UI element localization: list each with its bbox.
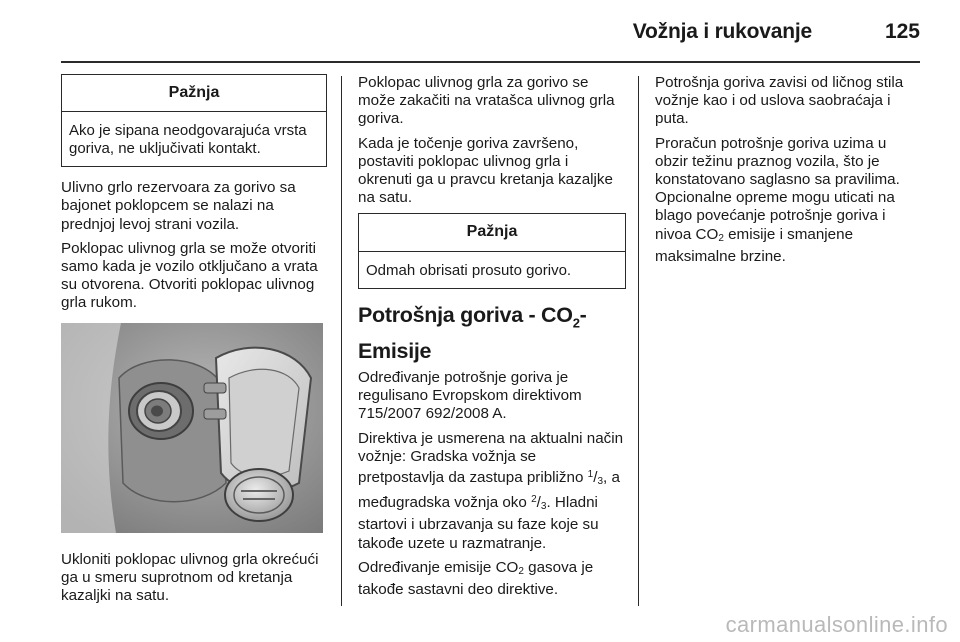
fraction-denominator: 3 (540, 501, 547, 513)
warning-box (358, 213, 626, 288)
text-run: Proračun potrošnje goriva uzima u obzir težinu praznog vozila, što je konstatovano saglasno sa pravilima. Opcionalne opreme mogu uticati na blago povećanje potrošnje goriva i nivoa CO (655, 134, 900, 243)
page-number: 125 (884, 20, 920, 43)
text-run: . Hladni startovi i ubrzavanja su faze koje su takođe uzete u razmatranje. (358, 494, 599, 552)
fraction-denominator: 3 (597, 475, 603, 487)
subscript: 2 (718, 232, 724, 244)
fraction-numerator: 2 (531, 494, 537, 506)
fuel-filler-cap-illustration (61, 323, 323, 533)
fraction-numerator: 1 (587, 468, 594, 480)
text-run: Određivanje emisije CO (358, 558, 519, 576)
watermark: carmanualsonline.info (725, 612, 948, 637)
paragraph: Kada je točenje goriva završeno, postaviti poklopac ulivnog grla i okrenuti ga u pravcu kretanja kazaljke na satu. (358, 134, 613, 207)
column-2 (358, 74, 626, 605)
heading-subscript: 2 (572, 314, 580, 330)
paragraph (358, 559, 626, 599)
paragraph (358, 430, 626, 553)
column-divider-2 (638, 76, 639, 606)
paragraph (655, 135, 923, 266)
paragraph: Poklopac ulivnog grla za gorivo se može zakačiti na vratašca ulivnog grla goriva. (358, 74, 615, 128)
fraction-slash: / (593, 468, 598, 486)
warning-text: Ako je sipana neodgovarajuća vrsta goriva, ne uključivati kontakt. (69, 122, 307, 158)
text-run: , a međugradska vožnja oko (358, 468, 620, 512)
paragraph: Potrošnja goriva zavisi od ličnog stila vožnje kao i od uslova saobraćaja i puta. (655, 74, 904, 128)
subscript: 2 (518, 565, 524, 577)
text-run: Direktiva je usmerena na aktualni način vožnje: Gradska vožnja se pretpostavlja da zastupa približno (358, 429, 624, 486)
warning-title: Pažnja (359, 214, 625, 251)
heading-text: Potrošnja goriva - CO (358, 302, 573, 327)
fraction-slash: / (536, 494, 541, 512)
text-run: gasova je takođe sastavni deo direktive. (358, 558, 594, 598)
paragraph: Poklopac ulivnog grla se može otvoriti samo kada je vozilo otključano a vrata su otvorena. Otvoriti poklopac ulivnog grla rukom. (61, 239, 318, 312)
column-3 (655, 74, 923, 272)
paragraph: Određivanje potrošnje goriva je regulisano Evropskom direktivom 715/2007 692/2008 A. (358, 368, 582, 423)
warning-box (61, 74, 327, 167)
column-divider-1 (341, 76, 342, 606)
text-run: emisije i smanjene maksimalne brzine. (655, 225, 854, 265)
heading-text: -Emisije (358, 302, 587, 363)
running-header-title: Vožnja i rukovanje (632, 20, 812, 43)
column-1 (61, 74, 327, 611)
header-divider (61, 61, 920, 63)
section-heading (358, 301, 626, 365)
paragraph: Ulivno grlo rezervoara za gorivo sa bajonet poklopcem se nalazi na prednjoj levoj strani vozila. (61, 179, 296, 233)
warning-title: Pažnja (62, 75, 326, 112)
figure-caption: Ukloniti poklopac ulivnog grla okrećući ga u smeru suprotnom od kretanja kazaljki na satu. (61, 550, 319, 605)
warning-text: Odmah obrisati prosuto gorivo. (366, 261, 572, 279)
